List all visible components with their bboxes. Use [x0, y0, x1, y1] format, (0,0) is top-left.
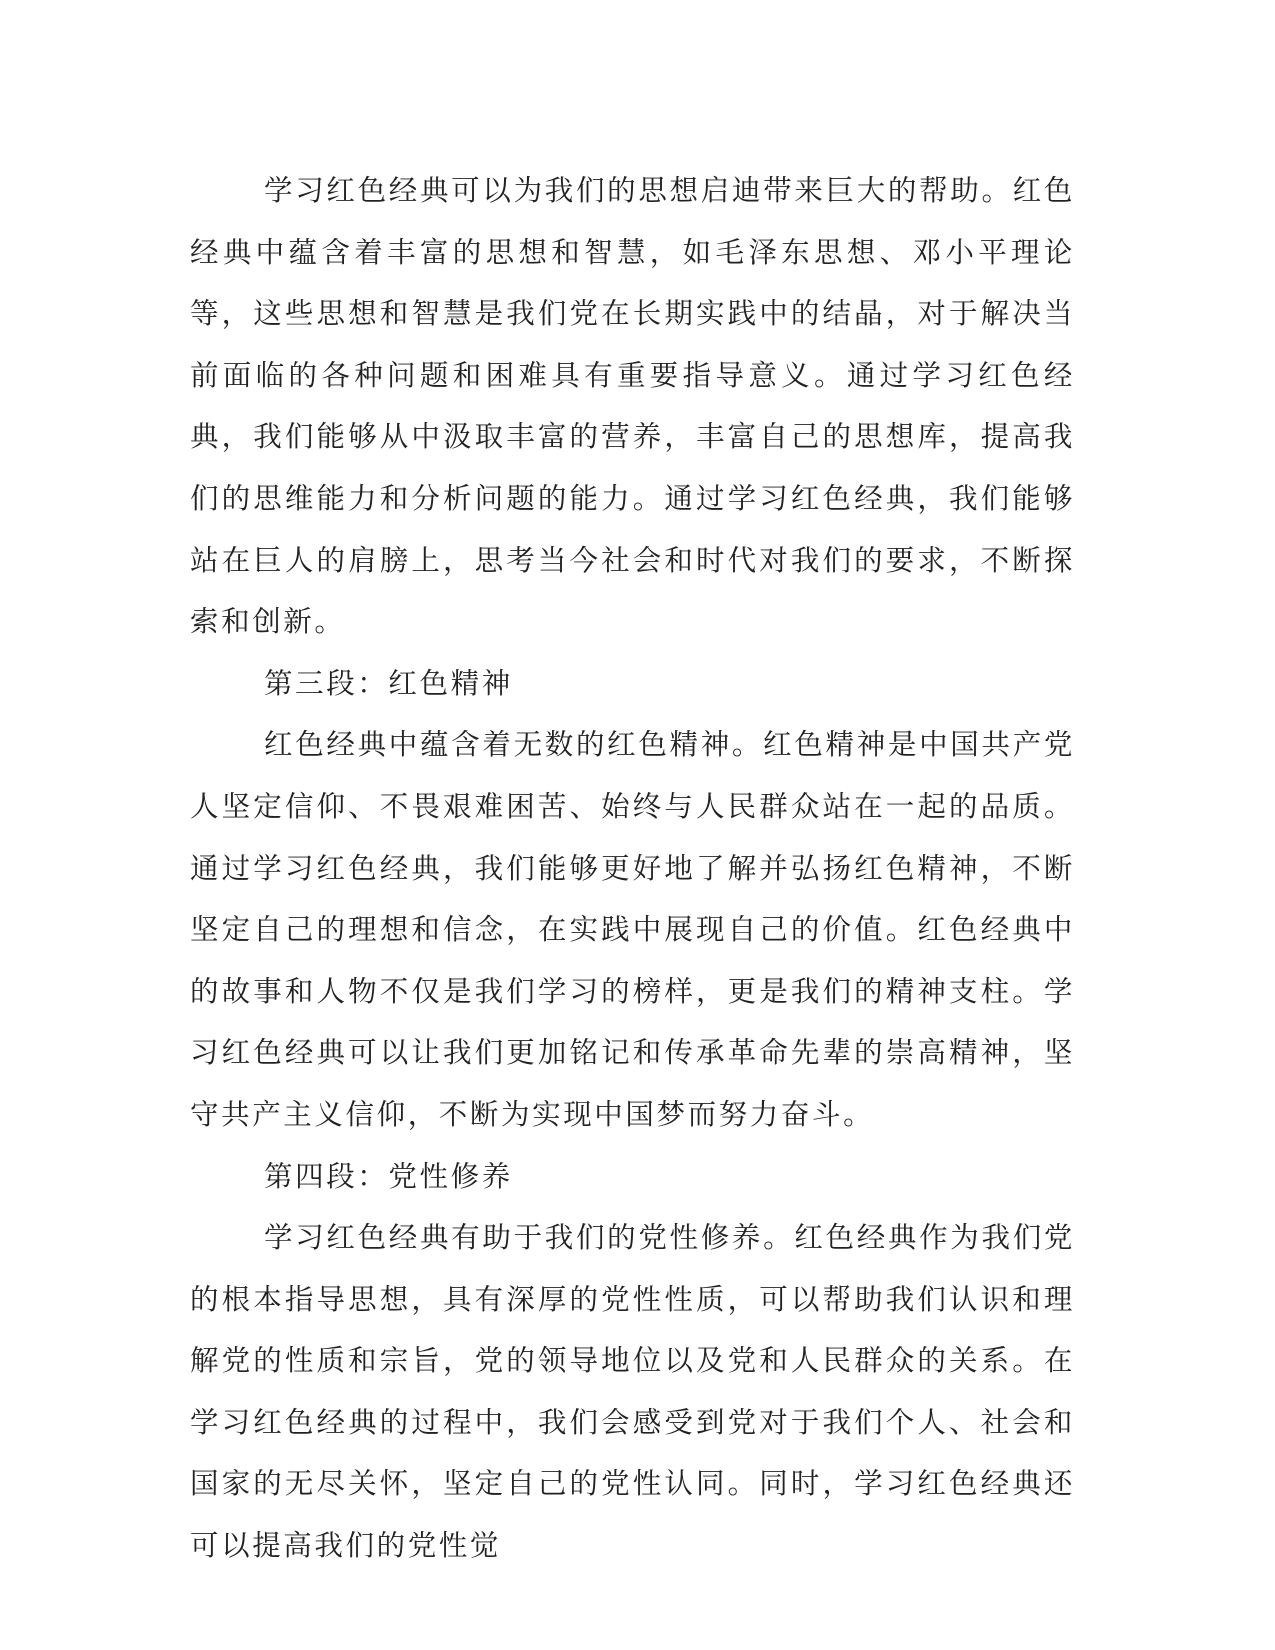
paragraph-red-spirit: 红色经典中蕴含着无数的红色精神。红色精神是中国共产党人坚定信仰、不畏艰难困苦、始终与人民群众站在一起的品质。通过学习红色经典，我们能够更好地了解并弘扬红色精神，不断坚定自己的理想和信念，在实践中展现自己的价值。红色经典中的故事和人物不仅是我们学习的榜样，更是我们的精神支柱。学习红色经典可以让我们更加铭记和传承革命先辈的崇高精神，坚守共产主义信仰，不断为实现中国梦而努力奋斗。 [190, 728, 1075, 1131]
document-body [190, 160, 1075, 1577]
section-heading-party-cultivation: 第四段：党性修养 [264, 1159, 513, 1193]
section-heading-red-spirit: 第三段：红色精神 [264, 666, 513, 700]
paragraph-red-classics-thought: 学习红色经典可以为我们的思想启迪带来巨大的帮助。红色经典中蕴含着丰富的思想和智慧，如毛泽东思想、邓小平理论等，这些思想和智慧是我们党在长期实践中的结晶，对于解决当前面临的各种问题和困难具有重要指导意义。通过学习红色经典，我们能够从中汲取丰富的营养，丰富自己的思想库，提高我们的思维能力和分析问题的能力。通过学习红色经典，我们能够站在巨人的肩膀上，思考当今社会和时代对我们的要求，不断探索和创新。 [190, 174, 1075, 639]
paragraph-party-cultivation: 学习红色经典有助于我们的党性修养。红色经典作为我们党的根本指导思想，具有深厚的党性性质，可以帮助我们认识和理解党的性质和宗旨，党的领导地位以及党和人民群众的关系。在学习红色经典的过程中，我们会感受到党对于我们个人、社会和国家的无尽关怀，坚定自己的党性认同。同时，学习红色经典还可以提高我们的党性觉 [190, 1221, 1075, 1563]
